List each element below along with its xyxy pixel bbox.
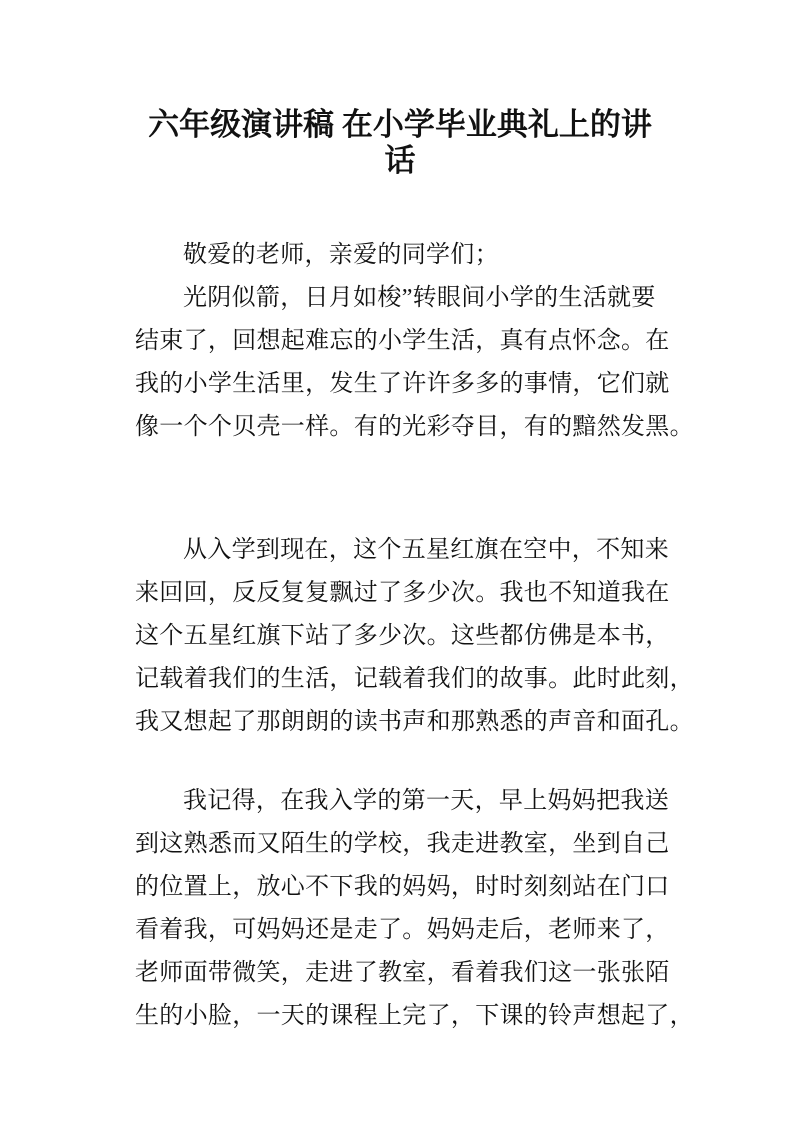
paragraph-line: 光阴似箭，日月如梭”转眼间小学的生活就要 xyxy=(183,285,656,311)
paragraph-line: 敬爱的老师，亲爱的同学们； xyxy=(183,242,499,268)
paragraph-line: 这个五星红旗下站了多少次。这些都仿佛是本书， xyxy=(135,623,670,649)
document-title-line-2: 话 xyxy=(384,143,416,178)
paragraph-line: 看着我，可妈妈还是走了。妈妈走后，老师来了， xyxy=(135,917,670,943)
paragraph-line: 我记得，在我入学的第一天，早上妈妈把我送 xyxy=(183,788,669,814)
paragraph-line: 记载着我们的生活，记载着我们的故事。此时此刻， xyxy=(135,666,694,692)
paragraph-line: 我又想起了那朗朗的读书声和那熟悉的声音和面孔。 xyxy=(135,709,694,735)
paragraph-line: 我的小学生活里，发生了许许多多的事情，它们就 xyxy=(135,371,670,397)
document-title-line-1: 六年级演讲稿 在小学毕业典礼上的讲 xyxy=(148,107,652,142)
paragraph-line: 生的小脸，一天的课程上完了，下课的铃声想起了， xyxy=(135,1003,694,1029)
paragraph-line: 从入学到现在，这个五星红旗在空中，不知来 xyxy=(183,537,669,563)
paragraph-line: 老师面带微笑，走进了教室，看着我们这一张张陌 xyxy=(135,960,670,986)
paragraph-line: 结束了，回想起难忘的小学生活，真有点怀念。在 xyxy=(135,328,670,354)
paragraph-line: 像一个个贝壳一样。有的光彩夺目，有的黯然发黑。 xyxy=(135,414,694,440)
paragraph-line: 到这熟悉而又陌生的学校，我走进教室，坐到自己 xyxy=(135,831,670,857)
paragraph-line: 来回回，反反复复飘过了多少次。我也不知道我在 xyxy=(135,580,670,606)
paragraph-line: 的位置上，放心不下我的妈妈，时时刻刻站在门口 xyxy=(135,874,670,900)
